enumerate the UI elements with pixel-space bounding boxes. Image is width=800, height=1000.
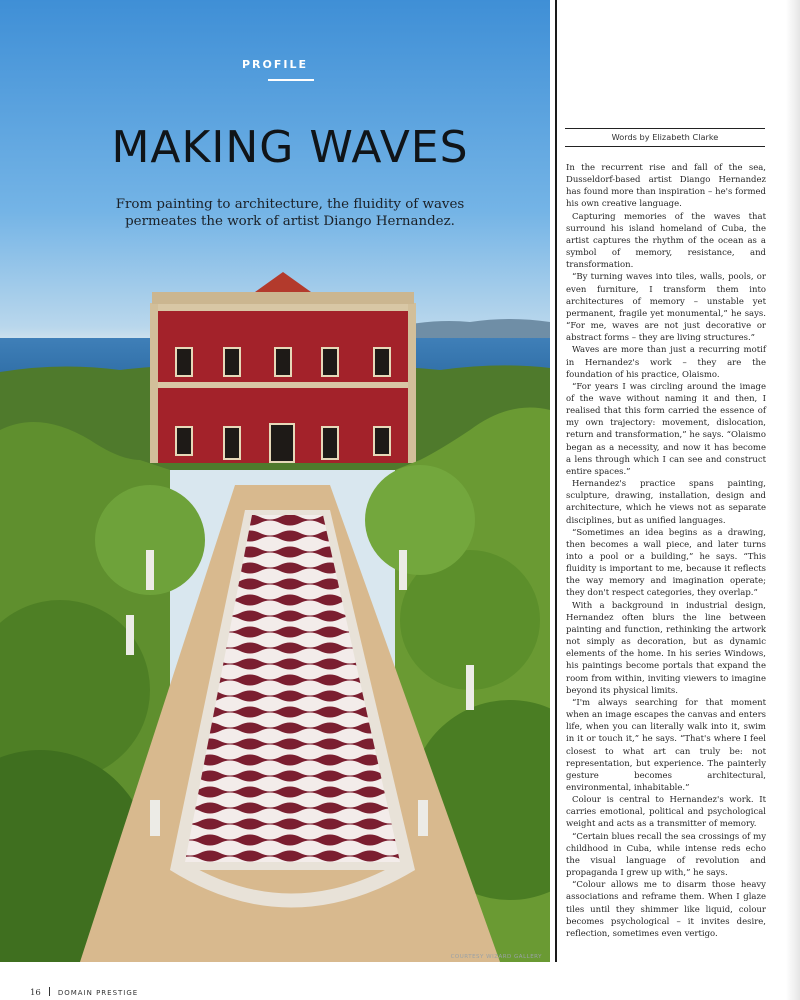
page-gutter-shadow bbox=[786, 0, 800, 1000]
paragraph: “Colour allows me to disarm those heavy associations and reframe them. When I glaze tiles until they shimmer like liquid, colour becomes psychological – it invites desire, reflection, sometimes even vertigo. bbox=[566, 880, 766, 939]
paragraph: “For years I was circling around the image of the wave without naming it and then, I realised that this form carried the essence of my own trajectory: movement, dislocation, return and transformation,” he says. “Olaismo began as a necessity, and now it has become a lens through which I can see and construct entire spaces.” bbox=[566, 381, 766, 477]
paragraph: “Sometimes an idea begins as a drawing, then becomes a wall piece, and later turns into a pool or a building,” he says. “This fluidity is important to me, because it reflects the way memory and imagination operate; they don't respect categories, they overlap.” bbox=[566, 527, 766, 599]
section-kicker: PROFILE bbox=[241, 58, 308, 71]
article-standfirst: From painting to architecture, the fluidity of waves permeates the work of artist Diango Hernandez. bbox=[115, 197, 465, 229]
column-divider bbox=[555, 0, 557, 962]
paragraph: “I'm always searching for that moment when an image escapes the canvas and enters life, when you can literally walk into it, swim in it or touch it,” he says. “That's where I feel closest to what art can truly be: not representation, but experience. The painterly gesture becomes architectural, environmental, inhabitable.” bbox=[566, 697, 766, 793]
byline: Words by Elizabeth Clarke bbox=[611, 132, 719, 142]
paragraph: Waves are more than just a recurring motif in Hernandez's work – they are the foundation of his practice, Olaismo. bbox=[566, 345, 766, 380]
byline-rule-bottom bbox=[565, 146, 765, 147]
footer-separator bbox=[49, 987, 50, 996]
paragraph: Hernandez's practice spans painting, sculpture, drawing, installation, design and architecture, which he views not as separate disciplines, but as unified languages. bbox=[566, 479, 766, 526]
villa bbox=[150, 272, 416, 463]
paragraph: “By turning waves into tiles, walls, pools, or even furniture, I transform them into architectures of memory – unstable yet permanent, fragile yet monumental,” he says. “For me, waves are not just decorative or abstract forms – they are living structures.” bbox=[566, 272, 766, 344]
article-headline: MAKING WAVES bbox=[111, 122, 469, 173]
paragraph: With a background in industrial design, Hernandez often blurs the line between painting and function, rethinking the artwork not simply as decoration, but as dynamic elements of the home. In his series Windows, his paintings become portals that expand the room from within, inviting viewers to imagine beyond its physical limits. bbox=[566, 600, 766, 696]
photo-credit: COURTESY WIZARD GALLERY bbox=[450, 954, 542, 960]
paragraph: Capturing memories of the waves that surround his island homeland of Cuba, the artist captures the rhythm of the ocean as a symbol of memory, resistance, and transformation. bbox=[566, 211, 766, 271]
paragraph: “Certain blues recall the sea crossings of my childhood in Cuba, while intense reds echo the visual language of revolution and propaganda I grew up with,” he says. bbox=[566, 831, 766, 879]
publication-name: DOMAIN PRESTIGE bbox=[57, 989, 139, 997]
paragraph: Colour is central to Hernandez's work. It carries emotional, political and psychological weight and acts as a transmitter of memory. bbox=[566, 795, 766, 830]
kicker-underline bbox=[268, 79, 314, 81]
page-footer bbox=[30, 987, 138, 998]
byline-rule-top bbox=[565, 128, 765, 129]
paragraph: In the recurrent rise and fall of the sea, Dusseldorf-based artist Diango Hernandez has found more than inspiration – he's formed his own creative language. bbox=[566, 163, 766, 210]
article-body bbox=[566, 162, 766, 940]
page-number: 16 bbox=[30, 988, 41, 998]
